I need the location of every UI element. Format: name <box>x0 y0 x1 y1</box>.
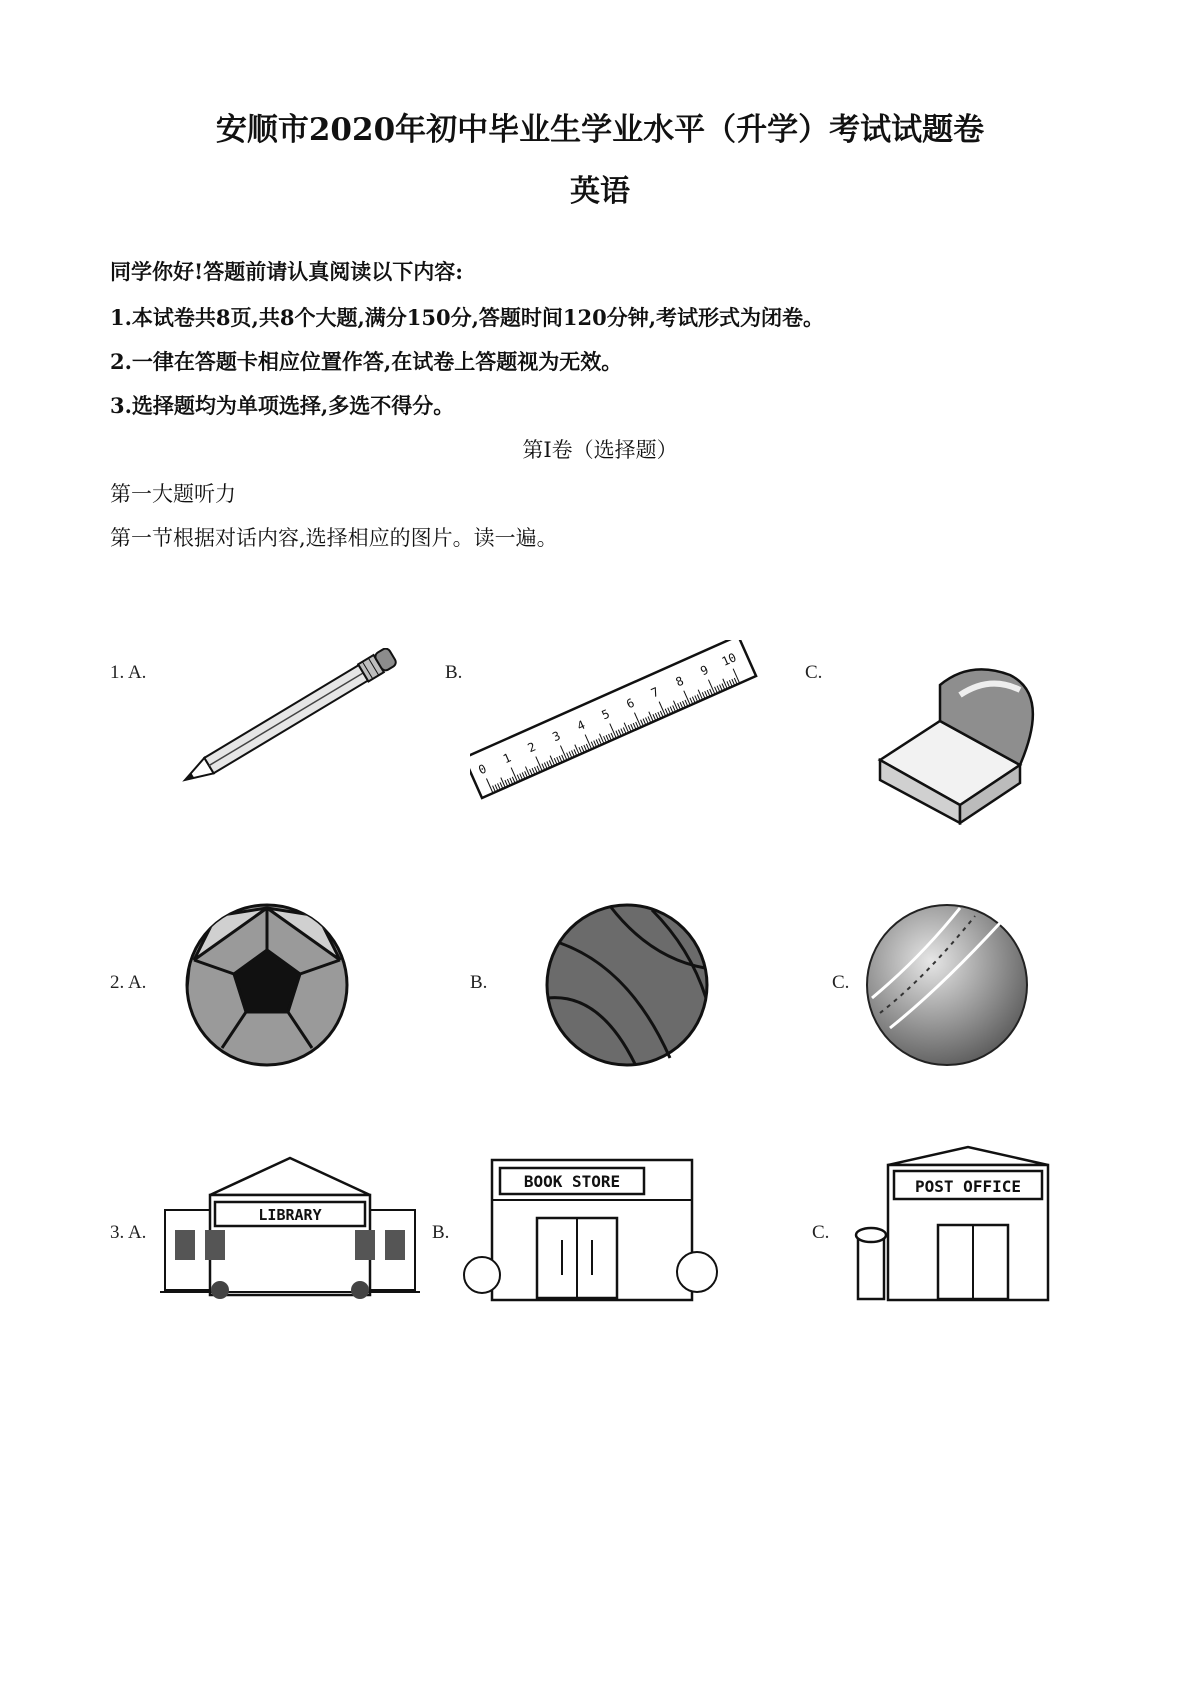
notice-item-3: 3.选择题均为单项选择,多选不得分。 <box>110 393 455 418</box>
football-picture <box>180 898 355 1073</box>
ruler-mark: 1 <box>500 750 514 767</box>
exam-title: 安顺市2020年初中毕业生学业水平（升学）考试试题卷 <box>215 112 985 148</box>
q2-option-b-label: B. <box>470 972 488 993</box>
q1-option-b-label: B. <box>445 662 463 683</box>
exam-subject: 英语 <box>570 174 630 209</box>
ruler-mark: 4 <box>574 717 588 734</box>
eraser-picture <box>860 655 1060 825</box>
ruler-mark: 8 <box>673 673 686 690</box>
ruler-mark: 7 <box>648 684 662 701</box>
book-store-sign: BOOK STORE <box>523 1172 621 1191</box>
notice-item-2: 2.一律在答题卡相应位置作答,在试卷上答题视为无效。 <box>110 349 623 374</box>
ruler-mark: 5 <box>599 706 612 723</box>
q3-option-c-label: C. <box>812 1222 830 1243</box>
ruler-mark: 10 <box>719 650 739 669</box>
ruler-picture <box>470 640 790 820</box>
baseball-picture <box>860 898 1035 1073</box>
post-office-sign: POST OFFICE <box>915 1177 1021 1196</box>
q2-option-c-label: C. <box>832 972 850 993</box>
ruler-mark: 6 <box>624 695 637 712</box>
q1-option-a-label: 1. A. <box>110 662 147 683</box>
q3-option-a-label: 3. A. <box>110 1222 147 1243</box>
q2-option-a-label: 2. A. <box>110 972 147 993</box>
library-sign: LIBRARY <box>258 1206 322 1224</box>
basketball-picture <box>540 898 715 1073</box>
q1-option-c-label: C. <box>805 662 823 683</box>
post-office-picture <box>848 1145 1068 1310</box>
book-store-picture <box>462 1150 722 1310</box>
pencil-picture <box>170 648 430 798</box>
ruler-mark: 0 <box>476 761 489 778</box>
q3-option-b-label: B. <box>432 1222 450 1243</box>
part-heading: 第一大题听力 <box>110 482 236 506</box>
ruler-mark: 2 <box>525 739 538 756</box>
ruler-mark: 9 <box>698 662 711 679</box>
volume-heading: 第Ⅰ卷（选择题） <box>522 438 678 462</box>
notice-intro: 同学你好!答题前请认真阅读以下内容: <box>110 259 463 284</box>
part-instruction: 第一节根据对话内容,选择相应的图片。读一遍。 <box>110 526 558 550</box>
ruler-mark: 3 <box>550 728 563 745</box>
library-picture <box>160 1150 420 1310</box>
notice-item-1: 1.本试卷共8页,共8个大题,满分150分,答题时间120分钟,考试形式为闭卷。 <box>110 305 825 330</box>
